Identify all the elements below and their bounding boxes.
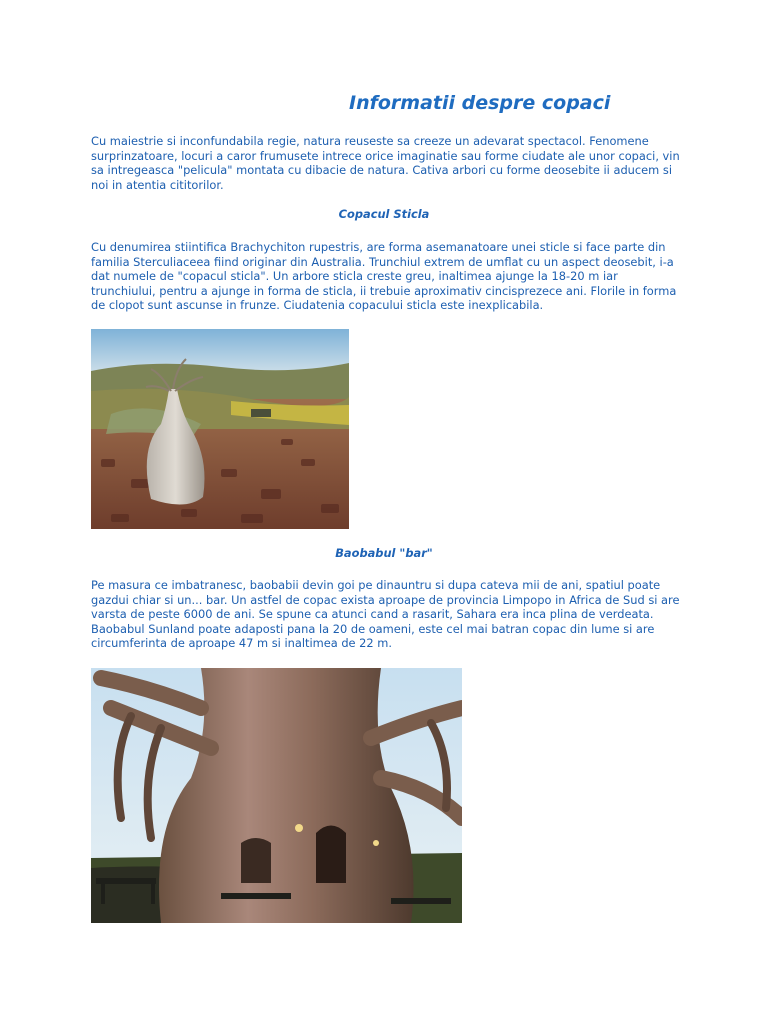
section-heading-bottle-tree: Copacul Sticla — [338, 207, 430, 221]
bottle-tree-photo — [91, 329, 349, 529]
intro-paragraph: Cu maiestrie si inconfundabila regie, natura reuseste sa creeze un adevarat spectacol. Fenomene surprinzatoare, locuri a caror frumusete intrece orice imaginatie sau forme ciudate ale unor copaci, vin sa intregeasca "pelicula" montata cu dibacie de natura. Cativa arbori cu forme deosebite ii aducem si noi in atentia cititorilor. — [91, 134, 680, 192]
baobab-bar-paragraph: Pe masura ce imbatranesc, baobabii devin goi pe dinauntru si dupa cateva mii de ani, spatiul poate gazdui chiar si un... bar. Un astfel de copac exista aproape de provincia Limpopo in Africa de Sud si are varsta de peste 6000 de ani. Se spune ca atunci cand a rasarit, Sahara era inca plina de verdeata. Baobabul Sunland poate adaposti pana la 20 de oameni, este cel mai batran copac din lume si are circumferinta de aproape 47 m si inaltimea de 22 m. — [91, 578, 680, 650]
baobab-bar-photo — [91, 668, 462, 923]
page-title: Informatii despre copaci — [349, 92, 611, 114]
section-heading-baobab-bar: Baobabul "bar" — [335, 546, 433, 560]
bottle-tree-paragraph: Cu denumirea stiintifica Brachychiton rupestris, are forma asemanatoare unei sticle si face parte din familia Sterculiaceea fiind originar din Australia. Trunchiul extrem de umflat cu un aspect deosebit, i-a dat numele de "copacul sticla". Un arbore sticla creste greu, inaltimea ajunge la 18-20 m iar trunchiului, pentru a ajunge in forma de sticla, ii trebuie aproximativ cincisprezece ani. Florile in forma de clopot sunt ascunse in frunze. Ciudatenia copacului sticla este inexplicabila. — [91, 240, 677, 312]
